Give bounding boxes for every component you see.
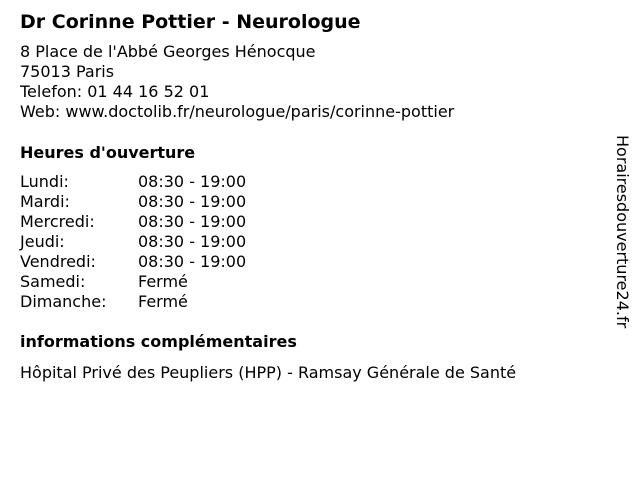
hours-row-monday <box>20 172 600 192</box>
opening-hours-heading: Heures d'ouverture <box>20 143 196 162</box>
hours-time-value: 08:30 - 19:00 <box>138 252 247 271</box>
hours-row-friday <box>20 252 600 272</box>
hours-row-thursday <box>20 232 600 252</box>
additional-info-heading: informations complémentaires <box>20 332 297 351</box>
hours-day-label: Vendredi: <box>20 252 96 271</box>
hours-time-value: Fermé <box>138 272 188 291</box>
listing-card <box>20 8 600 383</box>
hours-time-value: Fermé <box>138 292 188 311</box>
site-watermark: Horairesdouverture24.fr <box>613 135 632 329</box>
website-link[interactable]: Web: www.doctolib.fr/neurologue/paris/corinne-pottier <box>20 102 455 121</box>
hours-day-label: Samedi: <box>20 272 86 291</box>
hours-time-value: 08:30 - 19:00 <box>138 172 247 191</box>
opening-hours-table <box>20 172 600 312</box>
hours-row-wednesday <box>20 212 600 232</box>
hours-time-value: 08:30 - 19:00 <box>138 192 247 211</box>
hours-day-label: Lundi: <box>20 172 69 191</box>
additional-info-text: Hôpital Privé des Peupliers (HPP) - Ramsay Générale de Santé <box>20 363 517 382</box>
hours-time-value: 08:30 - 19:00 <box>138 232 247 251</box>
hours-day-label: Mercredi: <box>20 212 95 231</box>
hours-day-label: Dimanche: <box>20 292 107 311</box>
hours-row-sunday <box>20 292 600 312</box>
address-line-2: 75013 Paris <box>20 62 115 81</box>
hours-row-tuesday <box>20 192 600 212</box>
hours-row-saturday <box>20 272 600 292</box>
phone-number: Telefon: 01 44 16 52 01 <box>20 82 210 101</box>
hours-time-value: 08:30 - 19:00 <box>138 212 247 231</box>
page-title: Dr Corinne Pottier - Neurologue <box>20 11 361 33</box>
hours-day-label: Mardi: <box>20 192 70 211</box>
address-line-1: 8 Place de l'Abbé Georges Hénocque <box>20 42 316 61</box>
hours-day-label: Jeudi: <box>20 232 65 251</box>
